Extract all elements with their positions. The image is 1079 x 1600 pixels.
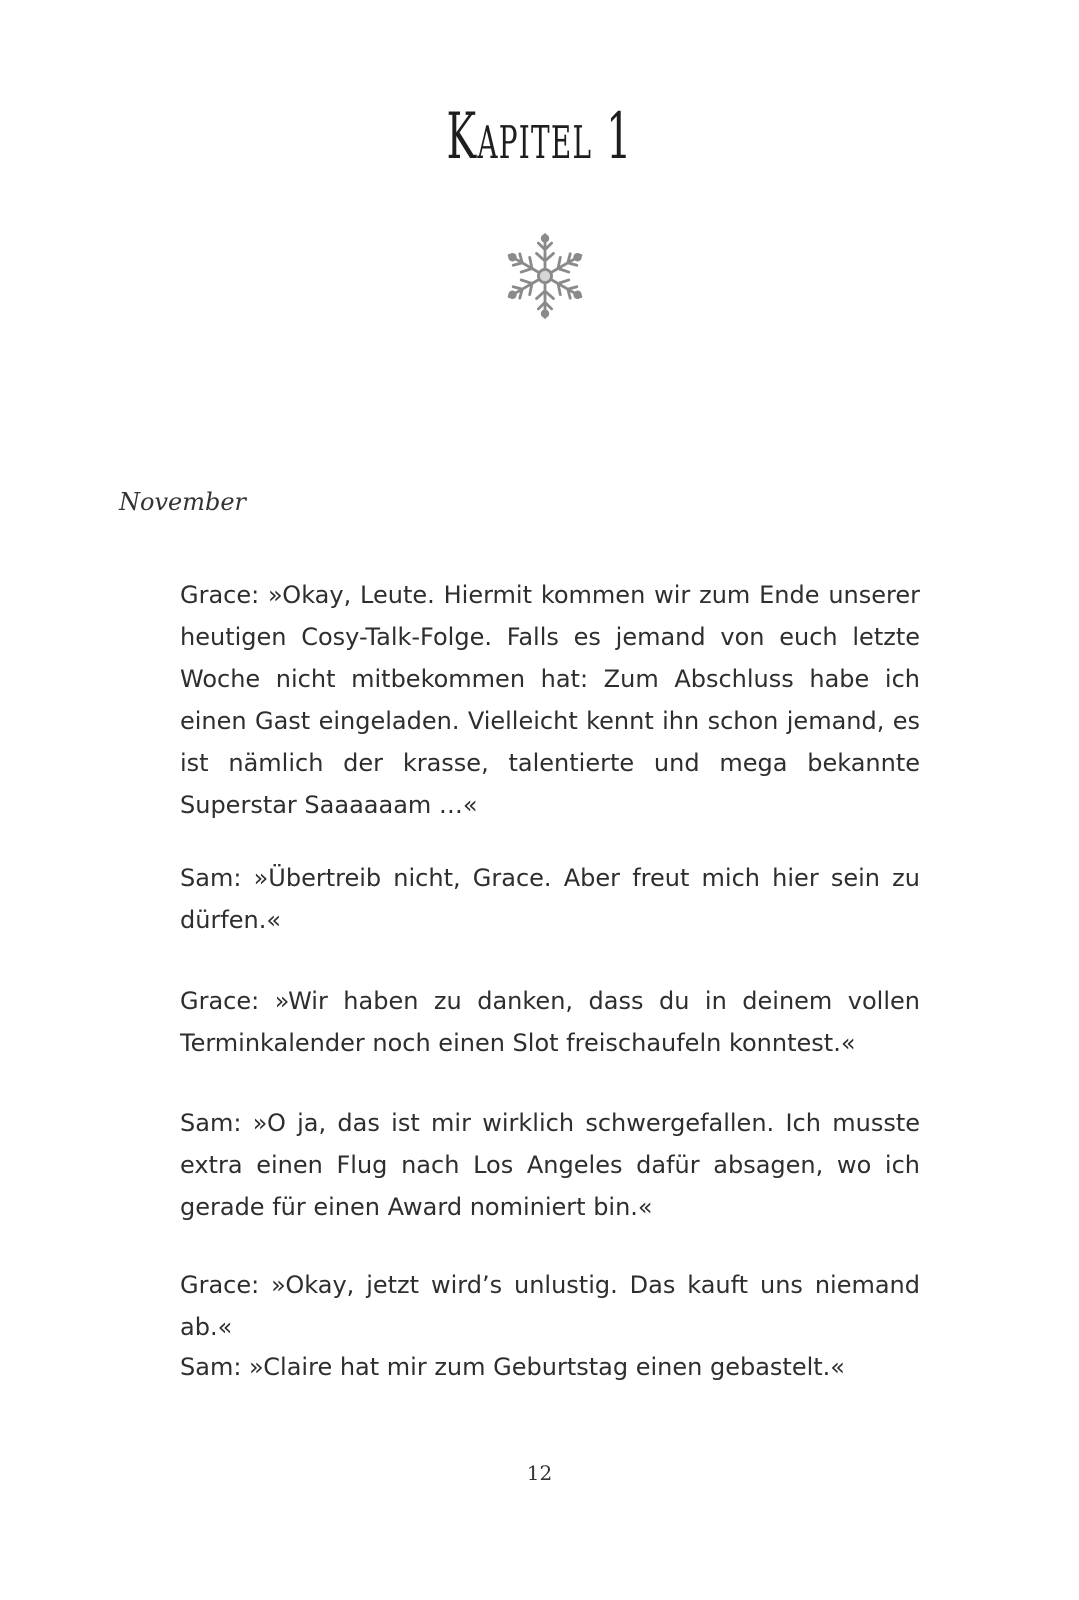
month-heading: November (119, 488, 247, 516)
dialog-paragraph: Sam: »Übertreib nicht, Grace. Aber freut mich hier sein zu dürfen.« (180, 864, 920, 934)
dialog-paragraph: Grace: »Wir haben zu danken, dass du in deinem vollen Terminkalender noch einen Slot freischaufeln konntest.« (180, 987, 920, 1057)
snowflake-icon (498, 226, 592, 326)
dialog-paragraph: Sam: »Claire hat mir zum Geburtstag einen gebastelt.« (180, 1353, 845, 1381)
dialog-paragraph: Grace: »Okay, Leute. Hiermit kommen wir zum Ende unserer heutigen Cosy-Talk-Folge. Falls es jemand von euch letzte Woche nicht mitbekommen hat: Zum Abschluss habe ich einen Gast eingeladen. Vielleicht kennt ihn schon jemand, es ist nämlich der krasse, talentierte und mega bekannte Superstar Saaaaaam …« (180, 581, 920, 819)
dialog-paragraph: Grace: »Okay, jetzt wird’s unlustig. Das kauft uns niemand ab.« (180, 1271, 920, 1341)
dialog-paragraph: Sam: »O ja, das ist mir wirklich schwergefallen. Ich musste extra einen Flug nach Los Angeles dafür absagen, wo ich gerade für einen Award nominiert bin.« (180, 1109, 920, 1221)
page-number: 12 (526, 1461, 553, 1485)
chapter-title: Kapitel 1 (446, 100, 633, 174)
